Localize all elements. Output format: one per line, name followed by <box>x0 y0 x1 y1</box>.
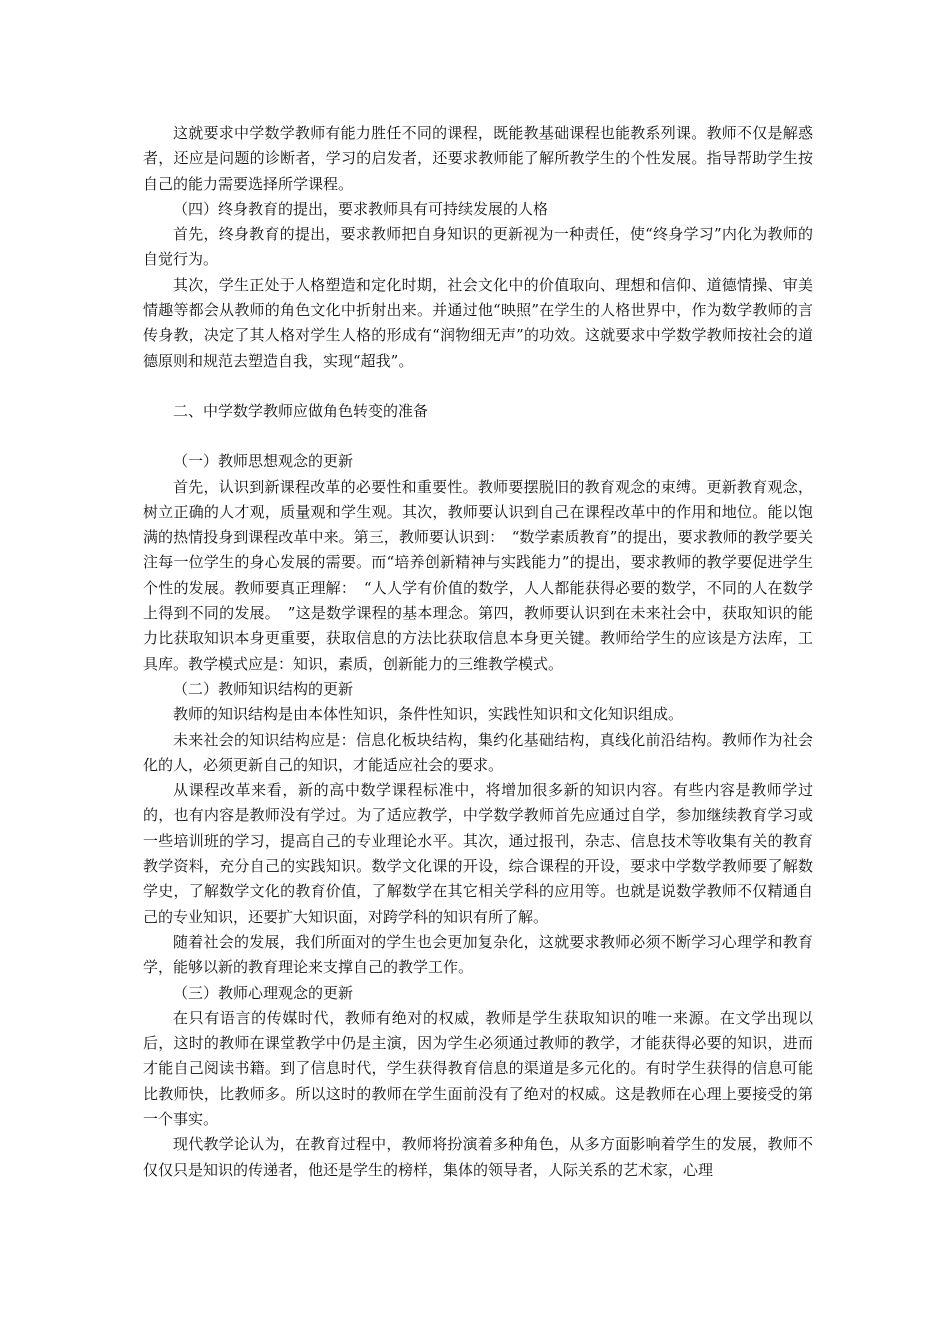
paragraph: 其次，学生正处于人格塑造和定化时期，社会文化中的价值取向、理想和信仰、道德情操、审美情趣等都会从教师的角色文化中折射出来。并通过他“映照”在学生的人格世界中，作为数学教师的言传身教，决定了其人格对学生人格的形成有“润物细无声”的功效。这就要求中学数学教师按社会的道德原则和规范去塑造自我，实现“超我”。 <box>143 275 813 370</box>
paragraph: 教师的知识结构是由本体性知识，条件性知识，实践性知识和文化知识组成。 <box>173 705 684 724</box>
paragraph: 未来社会的知识结构应是：信息化板块结构，集约化基础结构，真线化前沿结构。教师作为社会化的人，必须更新自己的知识，才能适应社会的要求。 <box>143 730 813 774</box>
paragraph: 现代教学论认为，在教育过程中，教师将扮演着多种角色，从多方面影响着学生的发展，教师不仅仅只是知识的传递者，他还是学生的榜样，集体的领导者，人际关系的艺术家，心理 <box>143 1135 813 1179</box>
paragraph: 首先，终身教育的提出，要求教师把自身知识的更新视为一种责任，使“终身学习”内化为教师的自觉行为。 <box>143 225 813 269</box>
paragraph: 从课程改革来看，新的高中数学课程标准中，将增加很多新的知识内容。有些内容是教师学过的，也有内容是教师没有学过。为了适应教学，中学数学教师首先应通过自学，参加继续教育学习或一些培训班的学习，提高自己的专业理论水平。其次，通过报刊，杂志、信息技术等收集有关的教育教学资料，充分自己的实践知识。数学文化课的开设，综合课程的开设，要求中学数学教师要了解数学史，了解数学文化的教育价值，了解数学在其它相关学科的应用等。也就是说数学教师不仅精通自己的专业知识，还要扩大知识面，对跨学科的知识有所了解。 <box>143 781 813 926</box>
subsection-heading: （三）教师心理观念的更新 <box>173 983 354 1002</box>
document-body <box>143 121 813 1183</box>
paragraph: 首先，认识到新课程改革的必要性和重要性。教师要摆脱旧的教育观念的束缚。更新教育观念，树立正确的人才观，质量观和学生观。其次，教师要认识到自己在课程改革中的作用和地位。能以饱满的热情投身到课程改革中来。第三，教师要认识到： “数学素质教育”的提出，要求教师的教学要关注每一位学生的身心发展的需要。而“培养创新精神与实践能力”的提出，要求教师的教学要促进学生个性的发展。教师要真正理解： “人人学有价值的数学，人人都能获得必要的数学，不同的人在数学上得到不同的发展。 ”这是数学课程的基本理念。第四，教师要认识到在未来社会中，获取知识的能力比获取知识本身更重要，获取信息的方法比获取信息本身更关键。教师给学生的应该是方法库，工具库。教学模式应是：知识，素质，创新能力的三维教学模式。 <box>143 477 813 673</box>
paragraph: 随着社会的发展，我们所面对的学生也会更加复杂化，这就要求教师必须不断学习心理学和教育学，能够以新的教育理论来支撑自己的教学工作。 <box>143 932 813 977</box>
subsection-heading: （四）终身教育的提出，要求教师具有可持续发展的人格 <box>173 199 549 218</box>
paragraph: 在只有语言的传媒时代，教师有绝对的权威，教师是学生获取知识的唯一来源。在文学出现以后，这时的教师在课堂教学中仍是主演，因为学生必须通过教师的教学，才能获得必要的知识，进而才能自己阅读书籍。到了信息时代，学生获得教育信息的渠道是多元化的。有时学生获得的信息可能比教师快，比教师多。所以这时的教师在学生面前没有了绝对的权威。这是教师在心理上要接受的第一个事实。 <box>143 1008 813 1128</box>
section-heading: 二、中学数学教师应做角色转变的准备 <box>173 401 429 420</box>
paragraph: 这就要求中学数学教师有能力胜任不同的课程，既能教基础课程也能教系列课。教师不仅是解惑者，还应是问题的诊断者，学习的启发者，还要求教师能了解所教学生的个性发展。指导帮助学生按自己的能力需要选择所学课程。 <box>143 124 813 193</box>
subsection-heading: （二）教师知识结构的更新 <box>173 679 354 698</box>
subsection-heading: （一）教师思想观念的更新 <box>173 452 354 471</box>
